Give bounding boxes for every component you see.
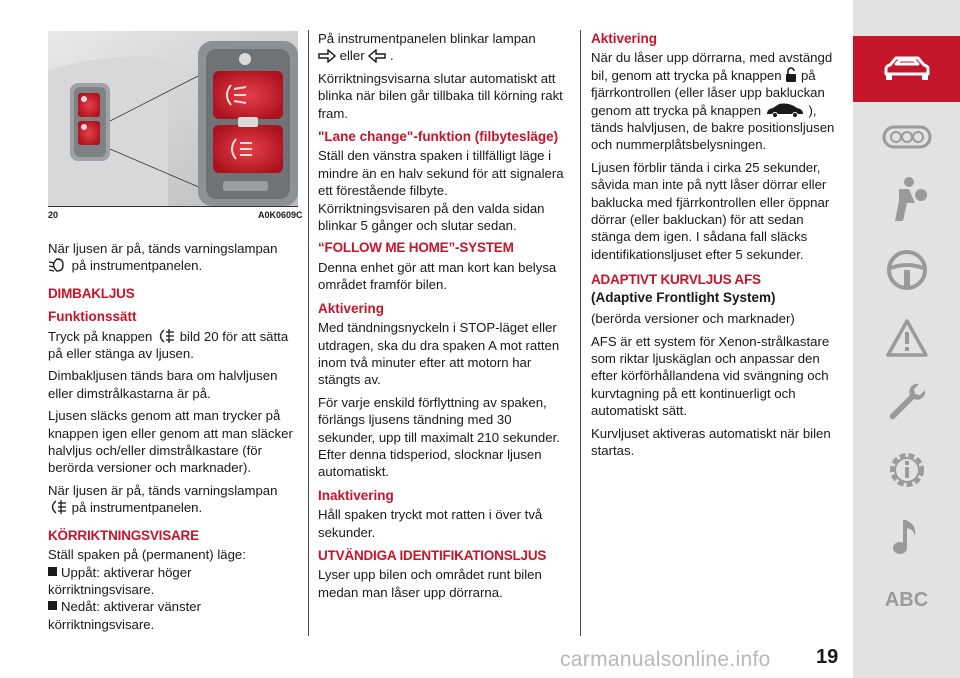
bullet-square-icon — [48, 601, 57, 610]
column-1 — [48, 240, 298, 633]
paragraph: Ställ den vänstra spaken i tillfälligt läge i mindre än en halv sekund för att signalera ett förestående filbyte. — [318, 148, 564, 199]
tab-car[interactable] — [853, 36, 960, 102]
bullet-square-icon — [48, 567, 57, 576]
rear-fog-warning-icon — [48, 499, 68, 515]
paragraph: Körriktningsvisaren på den valda sidan blinkar 5 gånger och slutar sedan. — [318, 200, 545, 234]
dashboard-gauges-icon — [882, 124, 932, 150]
figure-caption-rule — [48, 206, 298, 207]
list-item: Nedåt: aktiverar vänster körriktningsvisare. — [48, 599, 201, 632]
figure-code: A0K0609C — [258, 210, 303, 220]
tab-safety[interactable] — [853, 170, 960, 230]
heading-utvandiga: UTVÄNDIGA IDENTIFIKATIONSLJUS — [318, 547, 547, 563]
car-icon — [882, 54, 932, 84]
figure-number: 20 — [48, 210, 59, 220]
tab-warnings[interactable] — [853, 308, 960, 368]
paragraph: Ljusen släcks genom att man trycker på knappen igen eller genom att man släcker halvljus och/eller dimstrålkastare (för berörda versioner och marknader). — [48, 408, 293, 476]
tab-multimedia[interactable] — [853, 508, 960, 568]
paragraph: AFS är ett system för Xenon-strålkastare som riktar ljuskäglan och anpassar den efter körförhållandena vid svängning och kurvtagning på ett kontinuerligt och automatiskt sätt. — [591, 333, 830, 419]
car-trunk-icon — [765, 102, 805, 118]
paragraph: När ljusen är på, tänds varningslampan på instrumentpanelen. — [48, 482, 278, 516]
column-divider — [308, 30, 309, 636]
tab-instruments[interactable] — [853, 112, 960, 162]
tab-index[interactable] — [853, 580, 960, 620]
paragraph: Kurvljuset aktiveras automatiskt när bilen startas. — [591, 425, 831, 458]
rear-fog-light-icon — [156, 328, 176, 344]
watermark: carmanualsonline.info — [560, 648, 771, 671]
paragraph: Med tändningsnyckeln i STOP-läget eller utdragen, ska du dra spaken A mot ratten inom två minuter efter att motorn har stängts av. — [318, 320, 560, 388]
column-3 — [591, 30, 843, 464]
paragraph: Lyser upp bilen och området runt bilen medan man låser upp dörrarna. — [318, 567, 542, 600]
heading-aktivering: Aktivering — [591, 31, 658, 46]
paragraph: Denna enhet gör att man kort kan belysa området framför bilen. — [318, 259, 557, 293]
steering-wheel-icon — [885, 248, 929, 292]
dashboard-switch-illustration — [48, 31, 298, 206]
tab-technical[interactable] — [853, 440, 960, 500]
heading-lane-change: "Lane change"-funktion (filbytesläge) — [318, 129, 559, 145]
paragraph: Ställ spaken på (permanent) läge: Uppåt: aktiverar höger körriktningsvisare. Nedåt: aktiverar vänster körriktningsvisare. — [48, 546, 298, 633]
paragraph: (berörda versioner och marknader) — [591, 311, 795, 327]
paragraph: När du låser upp dörrarna, med avstängd bil, genom att trycka på knappen på fjärrkontrollen (eller låser upp bakluckan genom att trycka på knappen ), tänds halvljusen, de bakre positionsljusen och nummerplåtsbelysningen. — [591, 50, 835, 153]
paragraph: När ljusen är på, tänds varningslampan på instrumentpanelen. — [48, 241, 278, 274]
heading-follow-me-home: “FOLLOW ME HOME”-SYSTEM — [318, 240, 514, 256]
tab-driving[interactable] — [853, 240, 960, 300]
warning-triangle-icon — [885, 318, 929, 358]
index-abc-label: ABC — [884, 588, 929, 611]
turn-right-arrow-icon — [318, 49, 336, 63]
heading-funktionssatt: Funktionssätt — [48, 309, 137, 325]
paragraph: Körriktningsvisarna slutar automatiskt att blinka när bilen går tillbaka till körning rakt fram. — [318, 70, 563, 121]
paragraph: Dimbakljusen tänds bara om halvljusen eller dimstrålkastarna är på. — [48, 368, 278, 401]
heading-korriktningsvisare: KÖRRIKTNINGSVISARE — [48, 527, 199, 543]
figure-fog-light-switch — [48, 31, 298, 206]
column-2 — [318, 30, 570, 606]
paragraph: Tryck på knappen bild 20 för att sätta på eller stänga av ljusen. — [48, 328, 289, 362]
heading-aktivering: Aktivering — [318, 300, 385, 316]
unlock-padlock-icon — [785, 67, 797, 83]
list-item: Uppåt: aktiverar höger körriktningsvisare. — [48, 564, 192, 597]
paragraph: På instrumentpanelen blinkar lampan eller . — [318, 31, 536, 64]
heading-dimbakljus: DIMBAKLJUS — [48, 285, 135, 301]
wrench-icon — [885, 380, 929, 424]
heading-inaktivering: Inaktivering — [318, 487, 394, 503]
heading-afs-subtitle: (Adaptive Frontlight System) — [591, 289, 776, 305]
paragraph: För varje enskild förflyttning av spaken, förlängs ljusens tändning med 30 sekunder, upp till maximalt 210 sekunder. Efter denna tidsperiod, slocknar ljusen automatiskt. — [318, 394, 560, 480]
turn-left-arrow-icon — [368, 49, 386, 63]
page-number: 19 — [816, 646, 839, 668]
column-divider — [580, 30, 581, 636]
heading-afs: ADAPTIVT KURVLJUS AFS — [591, 272, 761, 288]
low-beam-warning-icon — [48, 257, 68, 273]
paragraph: Håll spaken tryckt mot ratten i över två sekunder. — [318, 507, 543, 540]
chapter-sidebar — [853, 0, 960, 678]
airbag-seat-icon — [885, 175, 929, 225]
paragraph: Ljusen förblir tända i cirka 25 sekunder, såvida man inte på nytt låser dörrar eller baklucka med fjärrkontrollen eller öppnar dörrar (eller bakluckan) för att sedan stänga dem igen. I sådana fall släcks identifikationsljuset efter 5 sekunder. — [591, 159, 830, 262]
tab-maintenance[interactable] — [853, 372, 960, 432]
music-note-icon — [887, 516, 927, 560]
gear-info-icon — [884, 447, 930, 493]
